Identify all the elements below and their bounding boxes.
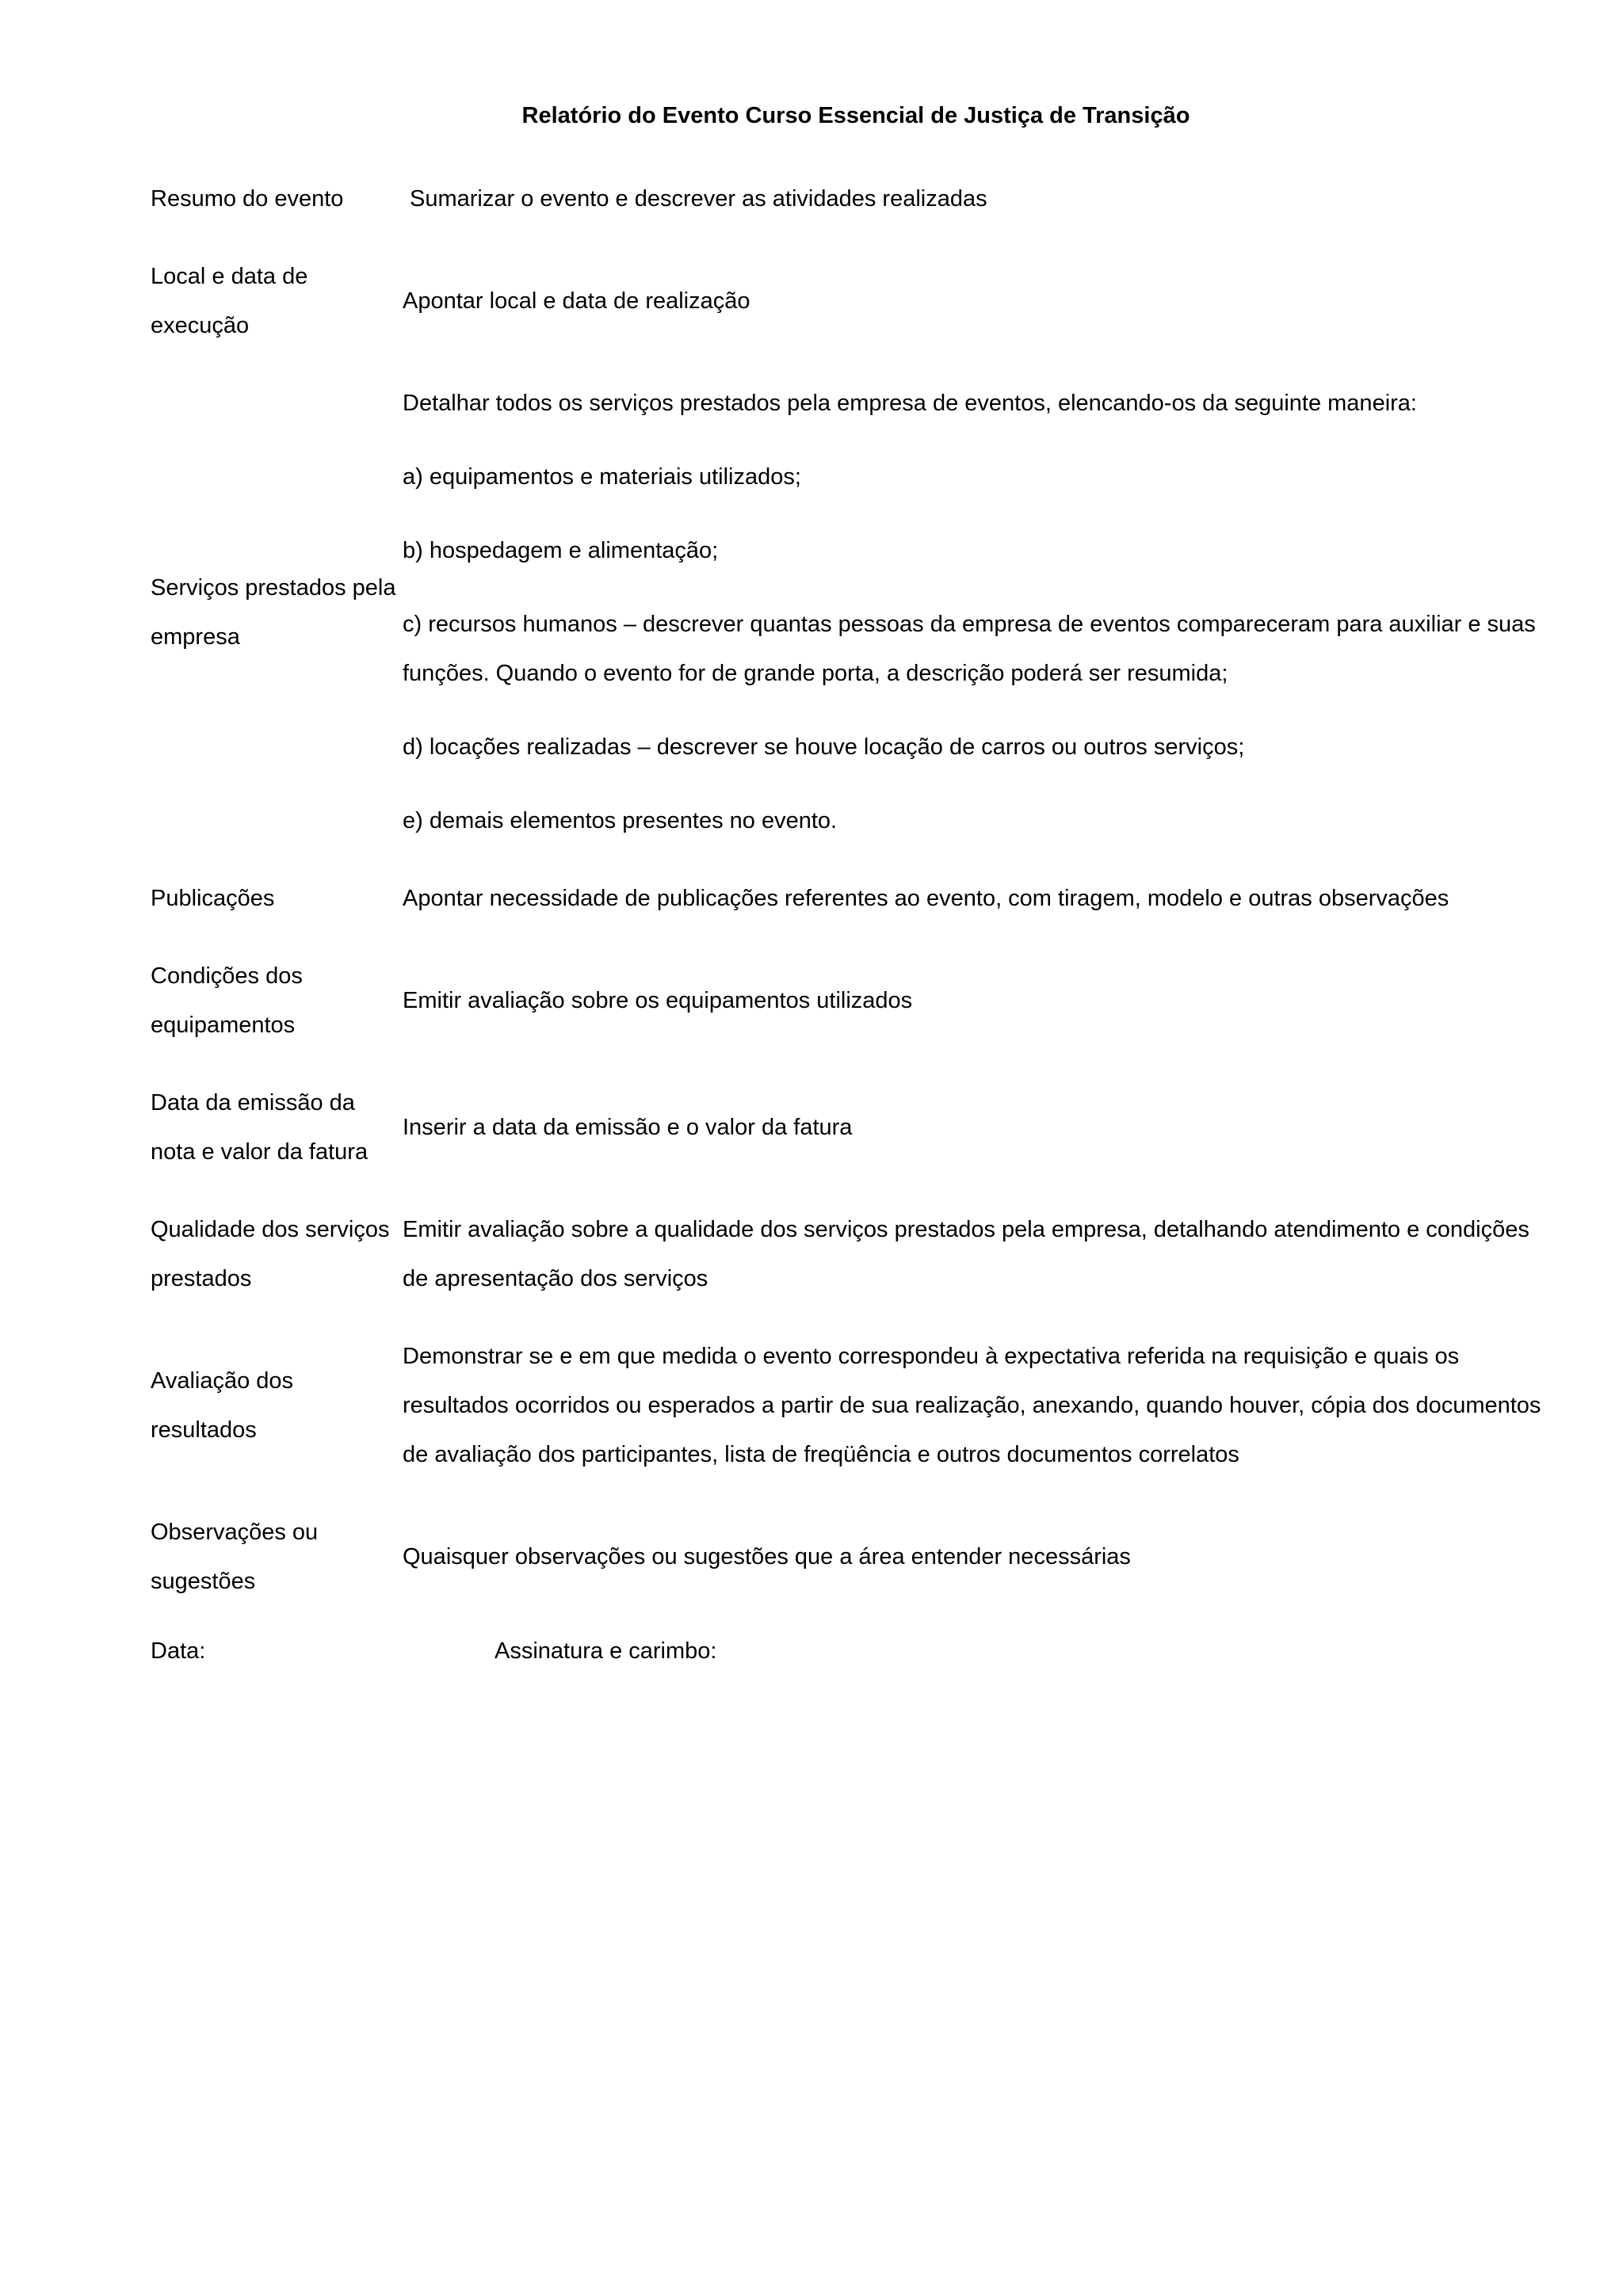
row-label: Publicações: [151, 886, 275, 911]
row-data-emissao-nota: [151, 1078, 1561, 1177]
row-content: [403, 1205, 1561, 1303]
row-content: [403, 174, 1561, 223]
row-text: Demonstrar se e em que medida o evento correspondeu à expectativa referida na requisição e quais os resultados ocorridos ou esperados a partir de sua realização, anexando, quando houver, cópia dos documentos de avaliação dos participantes, lista de freqüência e outros documentos correlatos: [403, 1344, 1541, 1467]
row-text: Emitir avaliação sobre a qualidade dos serviços prestados pela empresa, detalhando atendimento e condições de apresentação dos serviços: [403, 1217, 1529, 1291]
signature-label: Assinatura e carimbo:: [495, 1638, 717, 1664]
list-item: c) recursos humanos – descrever quantas pessoas da empresa de eventos compareceram para auxiliar e suas funções. Quando o evento for de grande porta, a descrição poderá ser resumida;: [403, 612, 1536, 686]
list-item: a) equipamentos e materiais utilizados;: [403, 464, 801, 490]
row-label: Data da emissão da nota e valor da fatura: [151, 1090, 369, 1165]
row-label: Resumo do evento: [151, 186, 344, 212]
row-content: [403, 1103, 1561, 1152]
row-text: Apontar local e data de realização: [403, 288, 750, 314]
report-table: [151, 174, 1561, 1676]
list-item: d) locações realizadas – descrever se houve locação de carros ou outros serviços;: [403, 734, 1245, 760]
row-observacoes-sugestoes: [151, 1508, 1561, 1606]
row-content: [403, 1332, 1561, 1479]
row-text: Detalhar todos os serviços prestados pela empresa de eventos, elencando-os da seguinte maneira:: [403, 391, 1417, 416]
document-title: Relatório do Evento Curso Essencial de Justiça de Transição: [521, 103, 1190, 128]
row-label: Condições dos equipamentos: [151, 963, 303, 1038]
row-text: Emitir avaliação sobre os equipamentos utilizados: [403, 988, 913, 1013]
row-local-e-data: [151, 252, 1561, 350]
row-text: Sumarizar o evento e descrever as atividades realizadas: [410, 186, 987, 212]
row-servicos-prestados: [151, 379, 1561, 845]
row-avaliacao-resultados: [151, 1332, 1561, 1479]
row-label: Local e data de execução: [151, 264, 308, 338]
row-label: Avaliação dos resultados: [151, 1368, 294, 1443]
row-label: Observações ou sugestões: [151, 1520, 319, 1594]
row-publicacoes: [151, 874, 1561, 923]
list-item: b) hospedagem e alimentação;: [403, 538, 719, 563]
row-label: Qualidade dos serviços prestados: [151, 1217, 390, 1291]
row-content: [403, 874, 1561, 923]
row-condicoes-equipamentos: [151, 952, 1561, 1050]
row-content: [403, 379, 1561, 845]
row-resumo-do-evento: [151, 174, 1561, 223]
row-text: Quaisquer observações ou sugestões que a área entender necessárias: [403, 1544, 1131, 1569]
row-content: [403, 277, 1561, 326]
signature-footer: [151, 1627, 1561, 1676]
date-label: Data:: [151, 1638, 206, 1664]
row-text: Inserir a data da emissão e o valor da fatura: [403, 1115, 853, 1140]
list-item: e) demais elementos presentes no evento.: [403, 808, 838, 833]
row-text: Apontar necessidade de publicações referentes ao evento, com tiragem, modelo e outras observações: [403, 886, 1449, 911]
row-content: [403, 976, 1561, 1025]
row-label: Serviços prestados pela empresa: [151, 574, 396, 650]
row-qualidade-servicos: [151, 1205, 1561, 1303]
row-content: [403, 1532, 1561, 1581]
